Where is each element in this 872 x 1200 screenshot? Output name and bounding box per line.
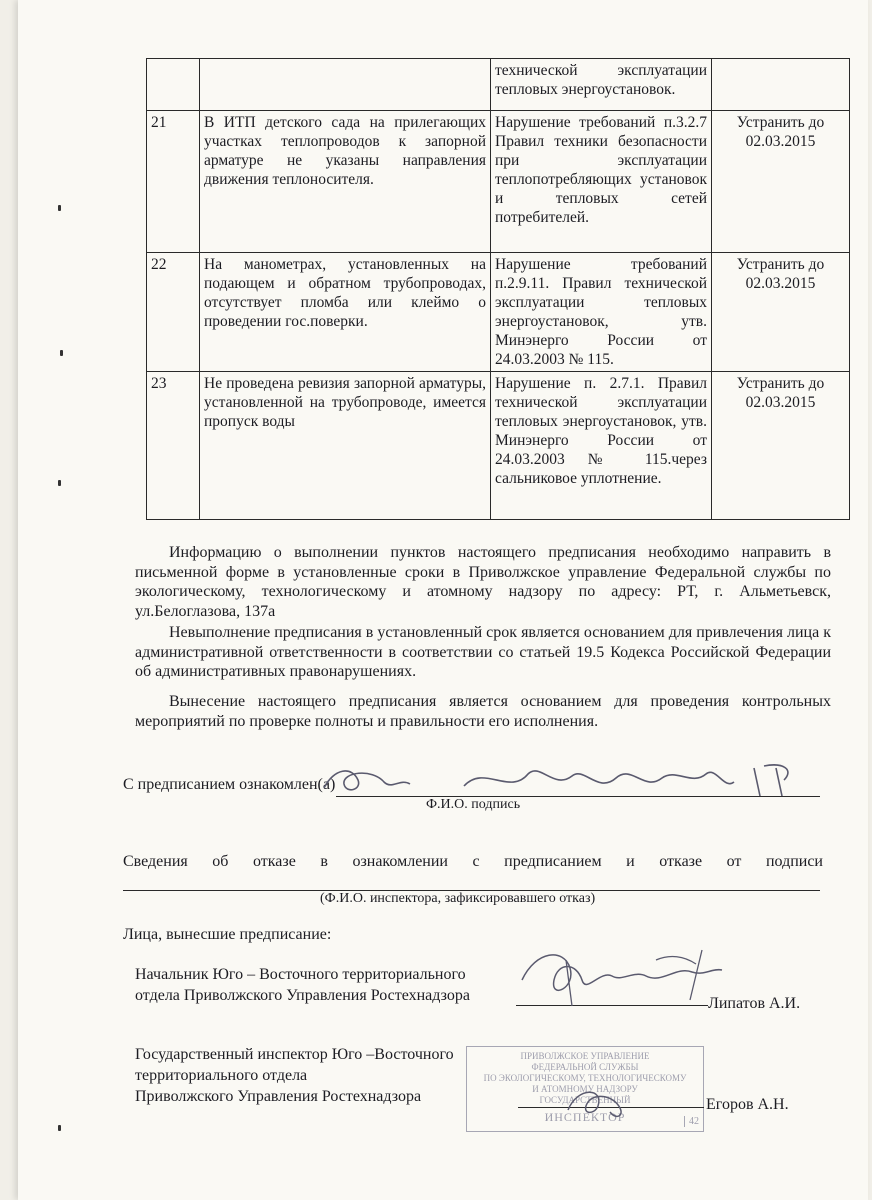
row-violation: Нарушение требований п.2.9.11. Правил технической эксплуатации тепловых энергоустановок, утв. Минэнерго России от 24.03.2003 № 115.: [491, 253, 712, 372]
paragraph-text: Невыполнение предписания в установленный срок является основанием для привлечения лица к административной ответственности в соответствии со статьей 19.5 Кодекса Российской Федерации об административных правонарушениях.: [135, 624, 831, 680]
row-number: 22: [147, 253, 200, 372]
document-page: [18, 0, 868, 1200]
row-deadline: Устранить до 02.03.2015: [712, 253, 850, 372]
stamp-number: 42: [684, 1116, 699, 1127]
row-deadline: [712, 59, 850, 111]
inspector-position-line2: территориального отдела: [135, 1067, 308, 1084]
chief-name: Липатов А.И.: [708, 995, 801, 1012]
requirements-table: [146, 58, 850, 520]
stamp-text: И АТОМНОМУ НАДЗОРУ: [532, 1084, 638, 1094]
row-deadline: Устранить до 02.03.2015: [712, 111, 850, 253]
row-description: [200, 59, 491, 111]
table-row: [147, 253, 850, 372]
acquaint-label: С предписанием ознакомлен(а): [123, 776, 336, 793]
edge-mark: [58, 205, 61, 211]
stamp-text: ПО ЭКОЛОГИЧЕСКОМУ, ТЕХНОЛОГИЧЕСКОМУ: [483, 1073, 687, 1083]
inspector-position-line1: Государственный инспектор Юго –Восточного: [135, 1046, 454, 1063]
row-number: 21: [147, 111, 200, 253]
edge-mark: [58, 480, 61, 486]
inspector-signature: [558, 1080, 638, 1125]
acquaint-signature: [314, 756, 834, 806]
chief-position-line1: Начальник Юго – Восточного территориального: [135, 966, 466, 983]
row-violation: Нарушение п. 2.7.1. Правил технической эксплуатации тепловых энергоустановок, утв. Минэнерго России от 24.03.2003 № 115.через сальниковое уплотнение.: [491, 372, 712, 520]
inspector-name: Егоров А.Н.: [706, 1096, 789, 1113]
table-row: [147, 372, 850, 520]
refusal-label: Сведения об отказе в ознакомлении с предписанием и отказе от подписи: [123, 853, 823, 870]
row-description: Не проведена ревизия запорной арматуры, установленной на трубопроводе, имеется пропуск воды: [200, 372, 491, 520]
stamp-text: ИНСПЕКТОР: [544, 1110, 626, 1124]
row-description: В ИТП детского сада на прилегающих участках теплопроводов к запорной арматуре не указаны направления движения теплоносителя.: [200, 111, 491, 253]
edge-mark: [60, 350, 63, 356]
row-violation: технической эксплуатации тепловых энергоустановок.: [491, 59, 712, 111]
paragraph-liability: [135, 623, 831, 682]
edge-mark: [58, 1125, 61, 1131]
issuers-title: Лица, вынесшие предписание:: [123, 926, 332, 943]
table-row: [147, 111, 850, 253]
refusal-caption: (Ф.И.О. инспектора, зафиксировавшего отказ): [320, 891, 596, 906]
paragraph-text: Вынесение настоящего предписания является основанием для проведения контрольных мероприятий по проверке полноты и правильности его исполнения.: [135, 693, 831, 730]
table-row: [147, 59, 850, 111]
row-number: 23: [147, 372, 200, 520]
row-deadline: Устранить до 02.03.2015: [712, 372, 850, 520]
row-number: [147, 59, 200, 111]
stamp-text: ПРИВОЛЖСКОЕ УПРАВЛЕНИЕ: [520, 1051, 650, 1061]
chief-position-line2: отдела Приволжского Управления Ростехнадзора: [135, 987, 470, 1004]
paragraph-report-info: [135, 543, 831, 621]
paragraph-control: [135, 692, 831, 731]
acquaint-caption: Ф.И.О. подпись: [426, 797, 521, 812]
row-description: На манометрах, установленных на подающем и обратном трубопроводах, отсутствует пломба или клеймо о проведении гос.поверки.: [200, 253, 491, 372]
paragraph-text: Информацию о выполнении пунктов настоящего предписания необходимо направить в письменной форме в установленные сроки в Приволжское управление Федеральной службы по экологическому, технологическому и атомному надзору по адресу: РТ, г. Альметьевск, ул.Белоглазова, 137а: [135, 544, 831, 620]
chief-signature: [506, 940, 736, 1015]
inspector-position-line3: Приволжского Управления Ростехнадзора: [135, 1088, 422, 1105]
row-violation: Нарушение требований п.3.2.7 Правил техники безопасности при эксплуатации теплопотребляющих установок и тепловых сетей потребителей.: [491, 111, 712, 253]
stamp-text: ФЕДЕРАЛЬНОЙ СЛУЖБЫ: [531, 1062, 639, 1072]
stamp-text: ГОСУДАРСТВЕННЫЙ: [539, 1095, 631, 1105]
